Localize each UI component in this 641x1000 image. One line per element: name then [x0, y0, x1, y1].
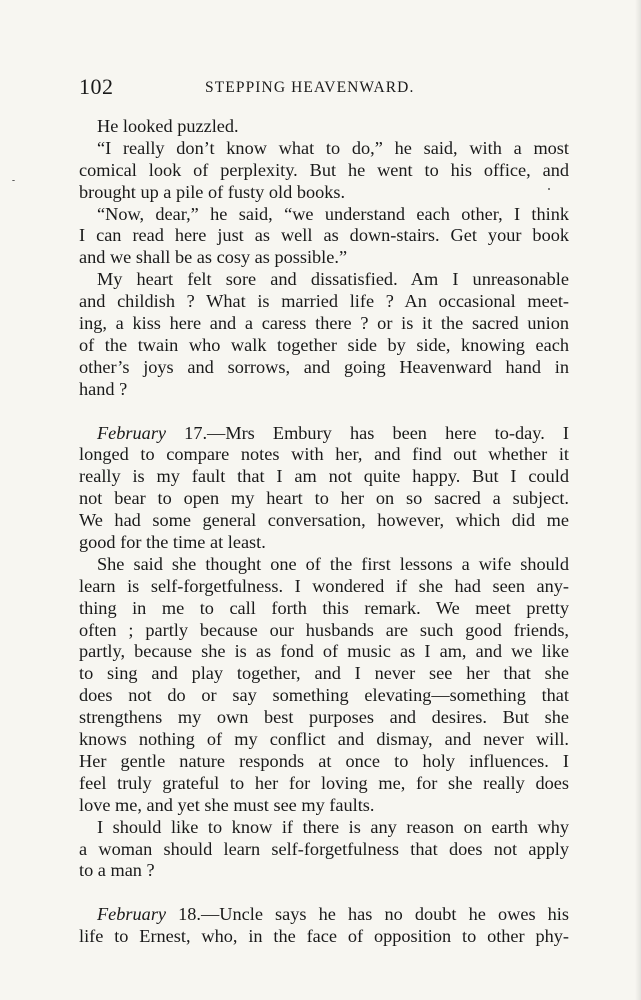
text-line: strengthens my own best purposes and desires. But she: [79, 707, 569, 728]
page-edge-shadow: [635, 0, 641, 1000]
running-title: STEPPING HEAVENWARD.: [205, 79, 415, 96]
text-line: a woman should learn self-forgetfulness that does not apply: [79, 838, 569, 859]
text-line: She said she thought one of the first lessons a wife should: [97, 553, 569, 574]
text-line: “Now, dear,” he said, “we understand each other, I think: [97, 203, 569, 224]
text-line: learn is self-forgetfulness. I wondered if she had seen any-: [79, 575, 569, 596]
text-line: to a man ?: [79, 860, 155, 881]
entry-separator: [79, 882, 569, 904]
text-line: of the twain who walk together side by side, knowing each: [79, 334, 569, 355]
text-line: Her gentle nature responds at once to holy influences. I: [79, 750, 569, 771]
text-line: ing, a kiss here and a caress there ? or is it the sacred union: [79, 313, 569, 334]
entry-text: 18.—Uncle says he has no doubt he owes his: [166, 904, 569, 925]
entry-text: 17.—Mrs Embury has been here to-day. I: [166, 422, 569, 443]
text-line: other’s joys and sorrows, and going Heavenward hand in: [79, 356, 569, 377]
text-line: not bear to open my heart to her on so sacred a subject.: [79, 488, 569, 509]
text-line: knows nothing of my conflict and dismay, and never will.: [79, 729, 569, 750]
text-line: longed to compare notes with her, and find out whether it: [79, 444, 569, 465]
text-line: I should like to know if there is any reason on earth why: [97, 816, 569, 837]
text-line: to sing and play together, and I never see her that she: [79, 663, 569, 684]
text-line: thing in me to call forth this remark. We meet pretty: [79, 597, 569, 618]
text-line: and we shall be as cosy as possible.”: [79, 247, 348, 268]
page-number: 102: [79, 74, 114, 99]
text-line: He looked puzzled.: [97, 116, 239, 136]
entry-date: February: [97, 422, 167, 443]
text-line: good for the time at least.: [79, 532, 266, 553]
text-line: brought up a pile of fusty old books.: [79, 181, 346, 202]
text-line: My heart felt sore and dissatisfied. Am I unreasonable: [97, 269, 569, 290]
paper-speck: [12, 180, 15, 181]
text-line: comical look of perplexity. But he went to his office, and: [79, 159, 569, 180]
text-line: often ; partly because our husbands are such good friends,: [79, 619, 569, 640]
text-line: [79, 423, 569, 445]
text-line: [79, 904, 569, 926]
body-text: [79, 116, 569, 948]
text-line: I can read here just as well as down-stairs. Get your book: [79, 225, 569, 246]
text-line: feel truly grateful to her for loving me, for she really does: [79, 772, 569, 793]
text-line: partly, because she is as fond of music as I am, and we like: [79, 641, 569, 662]
text-line: does not do or say something elevating—something that: [79, 685, 569, 706]
text-line: and childish ? What is married life ? An occasional meet-: [79, 291, 569, 312]
text-line: life to Ernest, who, in the face of opposition to other phy-: [79, 926, 569, 947]
text-line: really is my fault that I am not quite happy. But I could: [79, 466, 569, 487]
text-line: “I really don’t know what to do,” he said, with a most: [97, 137, 569, 158]
entry-date: February: [97, 904, 167, 925]
text-line: We had some general conversation, however, which did me: [79, 510, 569, 531]
running-head: [79, 74, 569, 102]
paper-speck: [548, 188, 550, 190]
entry-separator: [79, 401, 569, 423]
text-line: love me, and yet she must see my faults.: [79, 794, 375, 815]
text-line: hand ?: [79, 378, 128, 399]
